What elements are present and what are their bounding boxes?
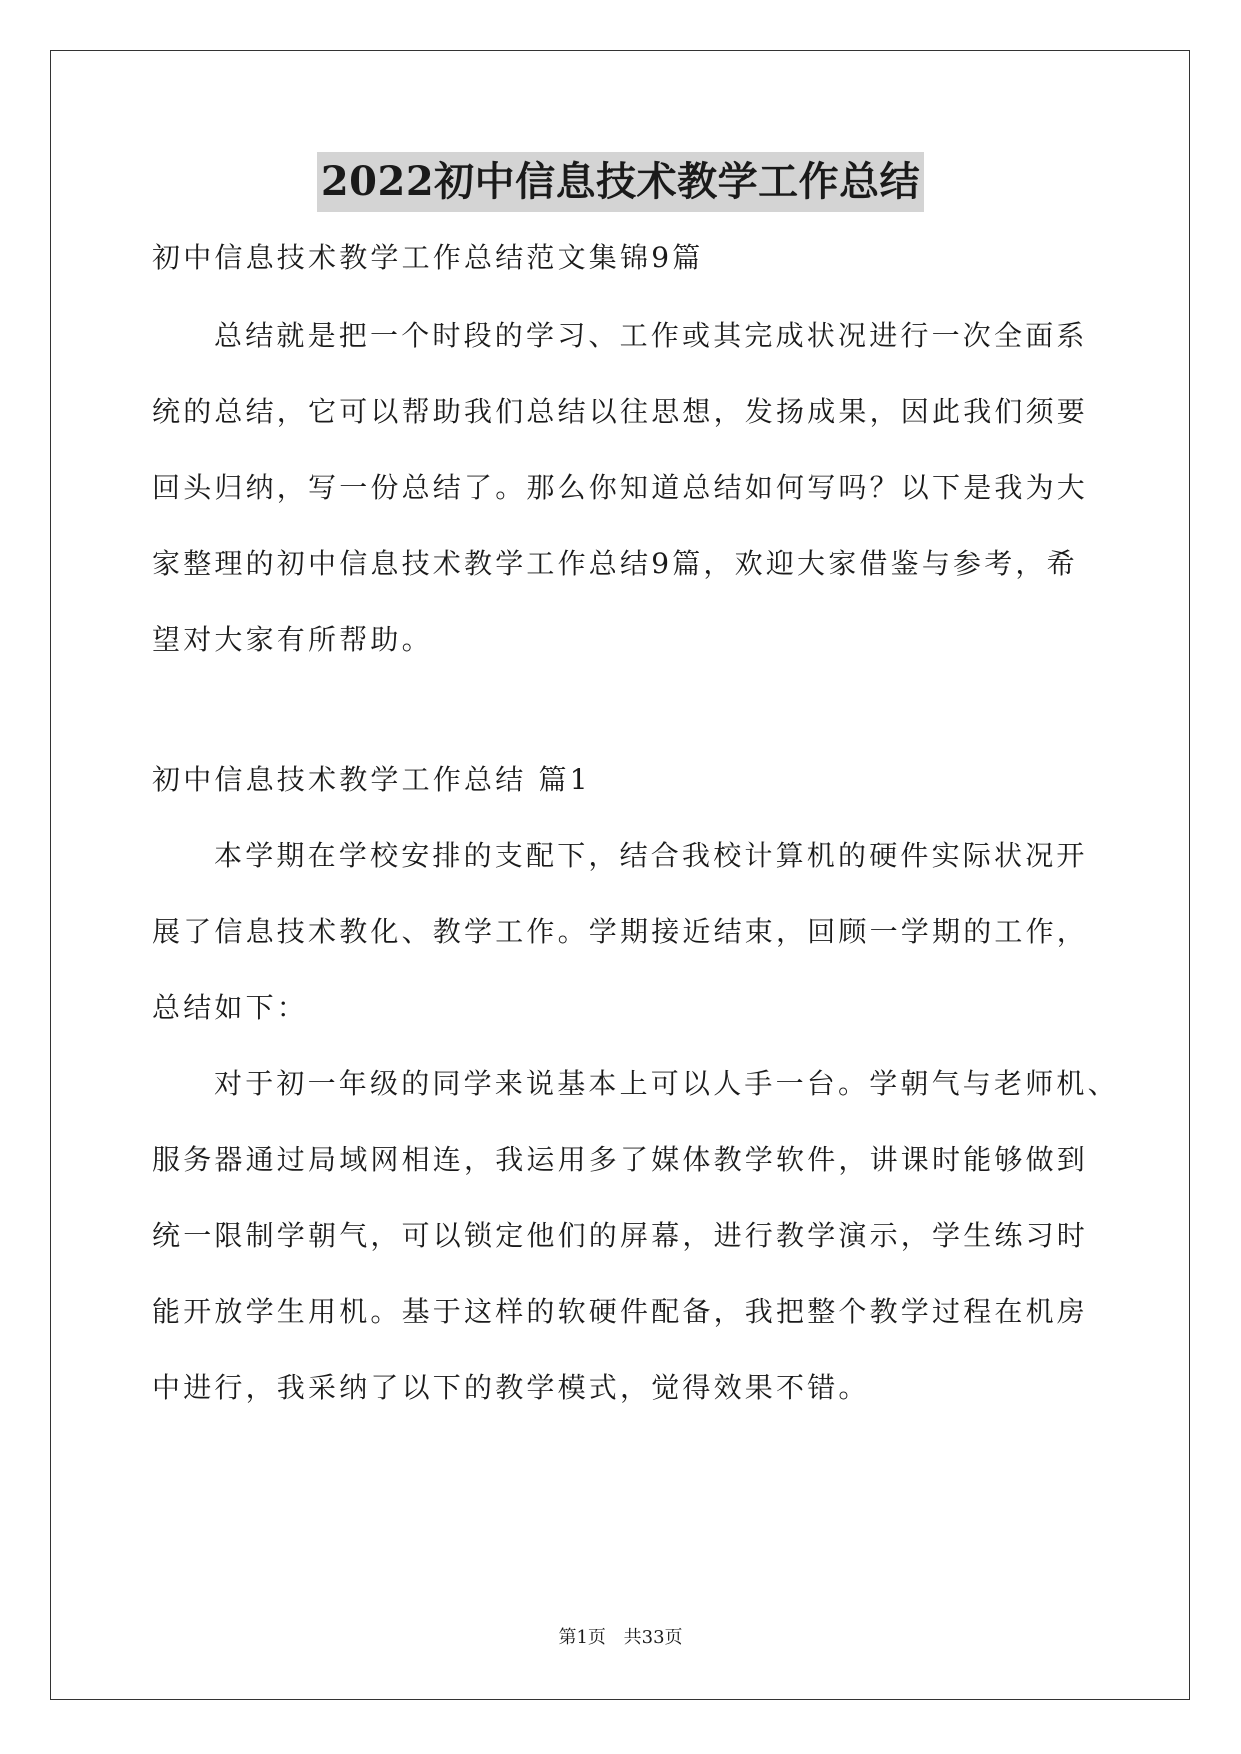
page-total: 共33页 (623, 1627, 683, 1648)
para2-line-3: 统一限制学朝气，可以锁定他们的屏幕，进行教学演示，学生练习时 (152, 1219, 1089, 1252)
page-footer (0, 1626, 1241, 1650)
section-heading: 初中信息技术教学工作总结 篇1 (152, 763, 591, 796)
para1-line-1: 本学期在学校安排的支配下，结合我校计算机的硬件实际状况开 (214, 839, 1088, 872)
para2-line-5: 中进行，我采纳了以下的教学模式，觉得效果不错。 (152, 1371, 870, 1404)
title-container (0, 152, 1241, 212)
intro-line-4: 家整理的初中信息技术教学工作总结9篇，欢迎大家借鉴与参考，希 (152, 547, 1078, 580)
intro-line-2: 统的总结，它可以帮助我们总结以往思想，发扬成果，因此我们须要 (152, 395, 1089, 428)
intro-line-3: 回头归纳，写一份总结了。那么你知道总结如何写吗？以下是我为大 (152, 471, 1089, 504)
para2-line-2: 服务器通过局域网相连，我运用多了媒体教学软件，讲课时能够做到 (152, 1143, 1089, 1176)
para1-line-2: 展了信息技术教化、教学工作。学期接近结束，回顾一学期的工作， (152, 915, 1089, 948)
para2-line-1: 对于初一年级的同学来说基本上可以人手一台。学朝气与老师机、 (214, 1067, 1119, 1100)
page-number: 第1页 (558, 1627, 606, 1648)
para2-line-4: 能开放学生用机。基于这样的软硬件配备，我把整个教学过程在机房 (152, 1295, 1089, 1328)
document-title: 2022初中信息技术教学工作总结 (317, 152, 924, 212)
intro-line-1: 总结就是把一个时段的学习、工作或其完成状况进行一次全面系 (214, 319, 1088, 352)
document-subtitle: 初中信息技术教学工作总结范文集锦9篇 (152, 241, 704, 274)
intro-line-5: 望对大家有所帮助。 (152, 623, 433, 656)
para1-line-3: 总结如下： (152, 991, 309, 1024)
